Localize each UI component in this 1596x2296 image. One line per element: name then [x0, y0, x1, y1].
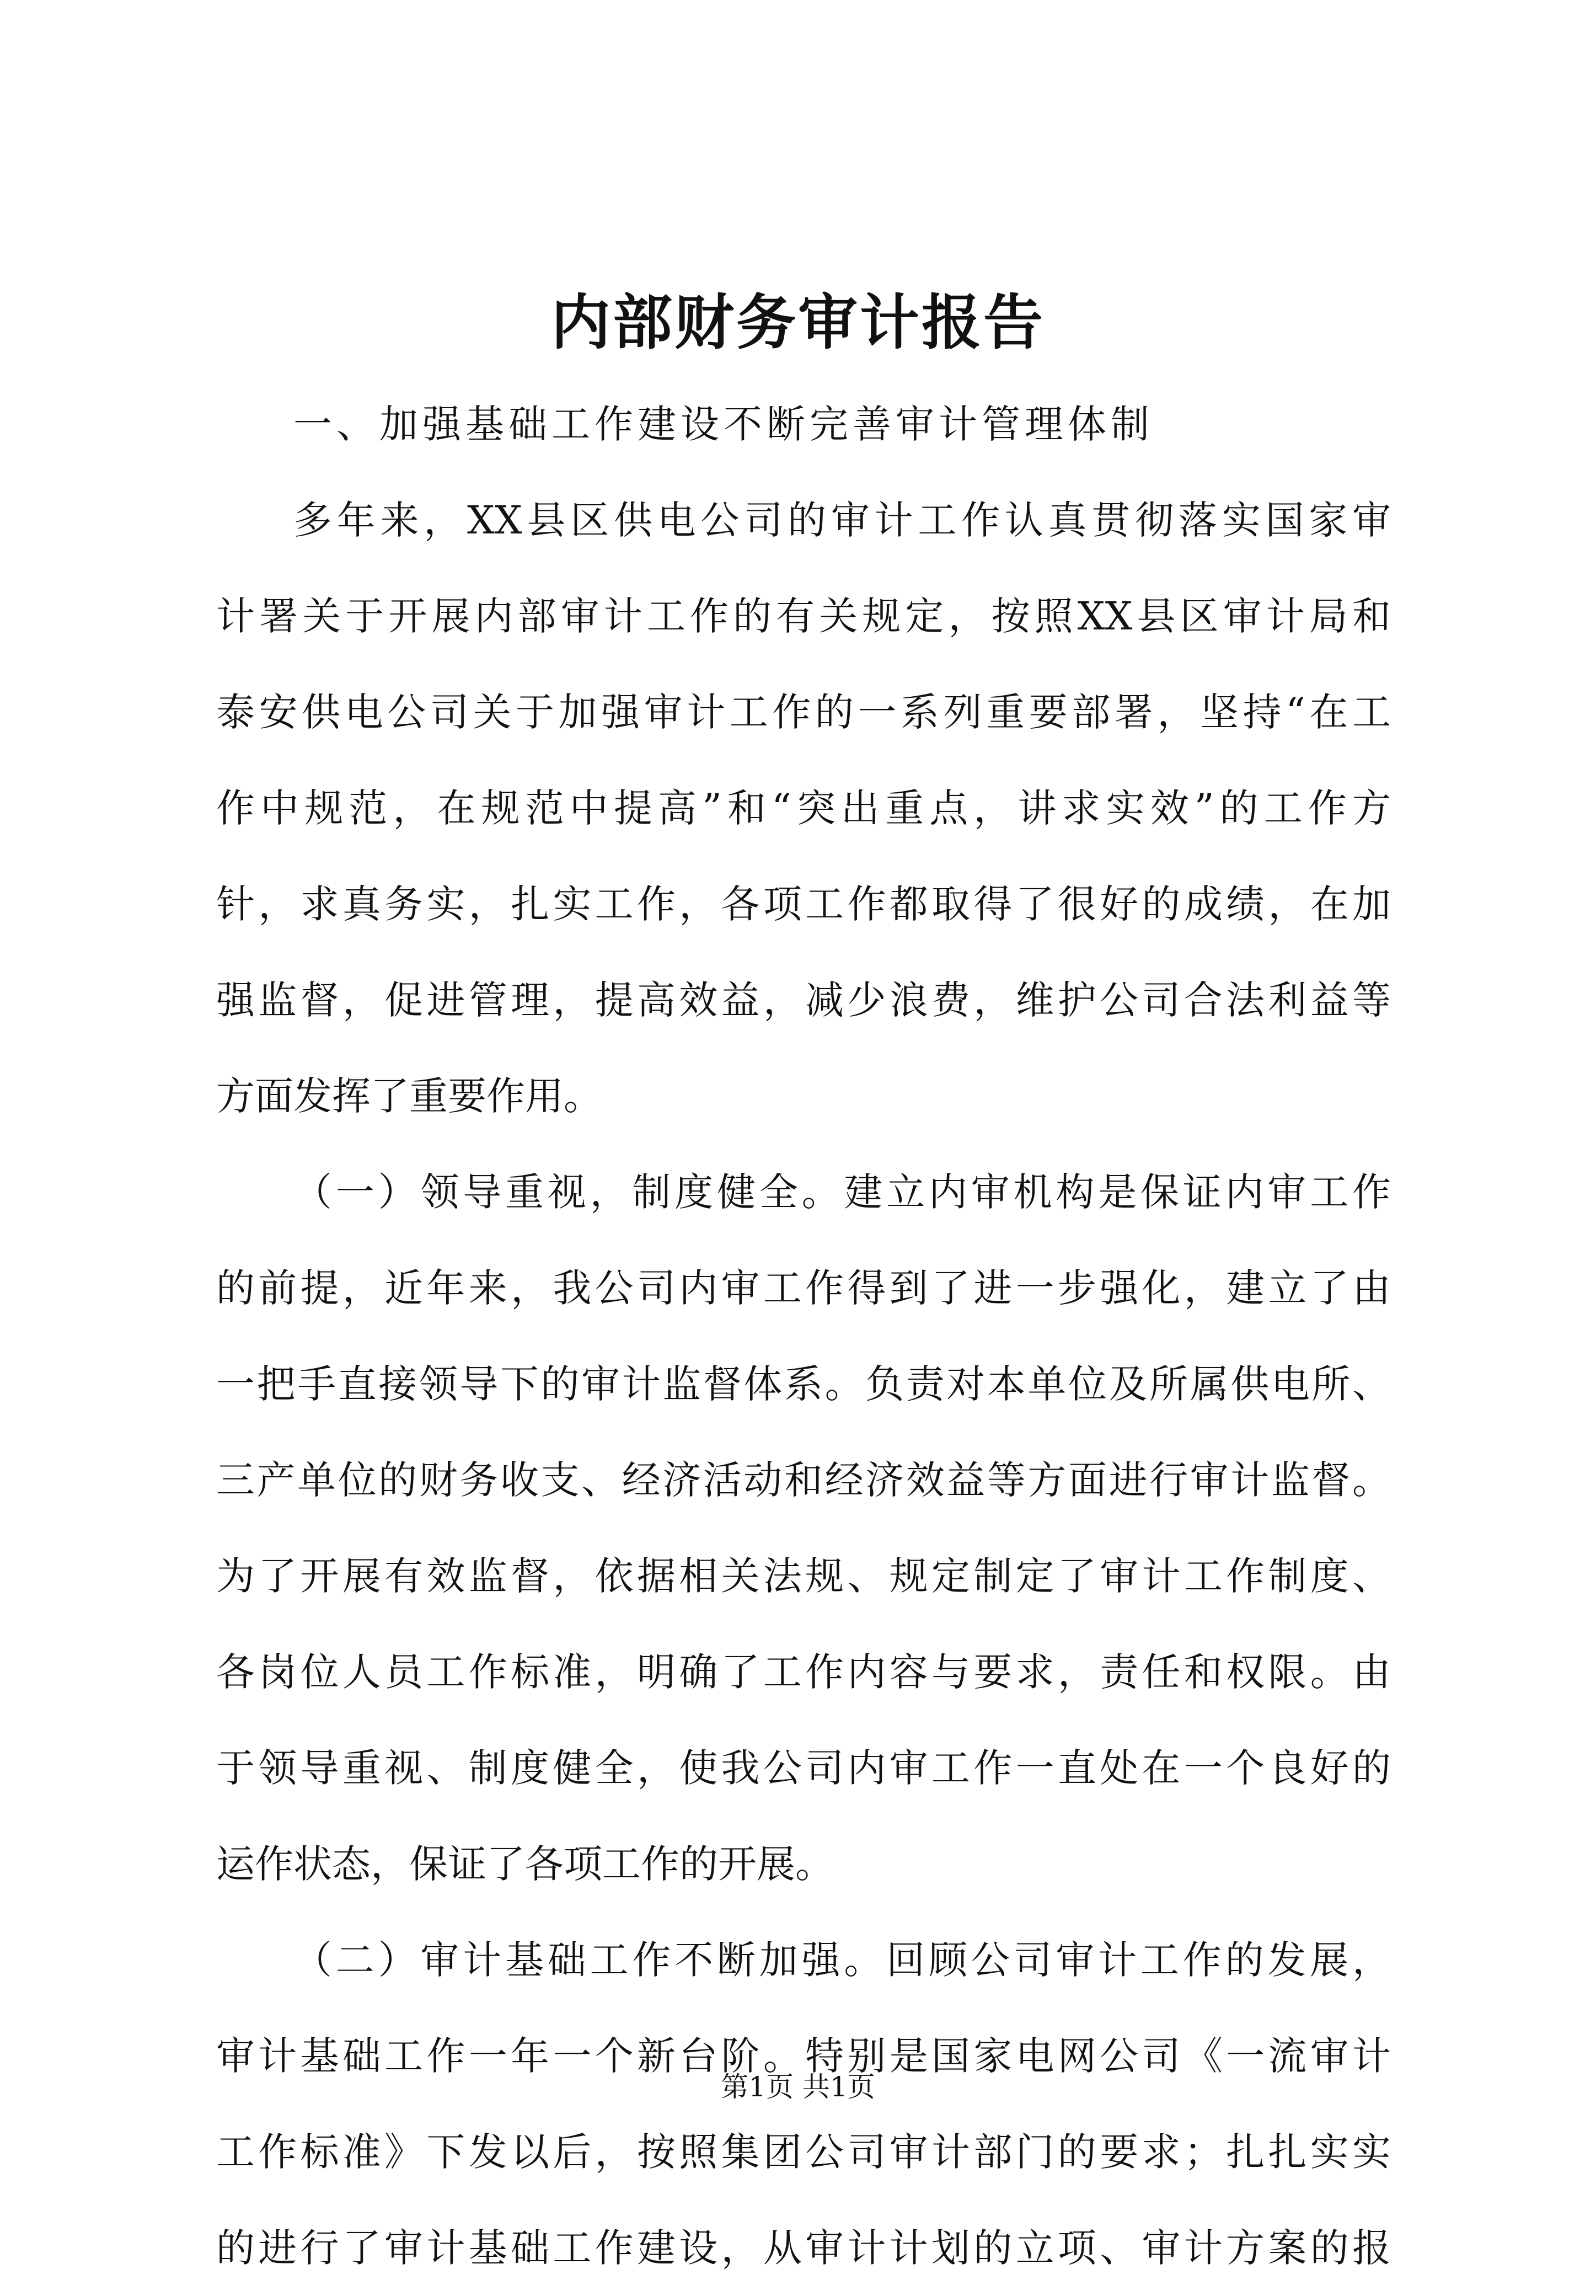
paragraph-line: 作中规范，在规范中提高”和“突出重点，讲求实效”的工作方: [216, 786, 1391, 831]
paragraph-line: （一）领导重视，制度健全。建立内审机构是保证内审工作: [293, 1170, 1391, 1215]
paragraph-line: 强监督，促进管理，提高效益，减少浪费，维护公司合法利益等: [216, 978, 1391, 1023]
paragraph-line: 的前提，近年来，我公司内审工作得到了进一步强化，建立了由: [216, 1266, 1391, 1311]
paragraph-line: 计署关于开展内部审计工作的有关规定，按照XX县区审计局和: [216, 594, 1391, 639]
paragraph-line: 的进行了审计基础工作建设，从审计计划的立项、审计方案的报: [216, 2225, 1391, 2271]
paragraph-line: 运作状态，保证了各项工作的开展。: [216, 1841, 834, 1887]
paragraph-line: 多年来，XX县区供电公司的审计工作认真贯彻落实国家审: [293, 498, 1391, 543]
paragraph-line: 工作标准》下发以后，按照集团公司审计部门的要求；扎扎实实: [216, 2129, 1391, 2175]
paragraph-line: 三产单位的财务收支、经济活动和经济效益等方面进行审计监督。: [216, 1457, 1391, 1503]
paragraph-line: （二）审计基础工作不断加强。回顾公司审计工作的发展，: [293, 1937, 1391, 1983]
paragraph-line: 审计基础工作一年一个新台阶。特别是国家电网公司《一流审计: [216, 2033, 1391, 2079]
paragraph-line: 各岗位人员工作标准，明确了工作内容与要求，责任和权限。由: [216, 1649, 1391, 1695]
paragraph-line: 方面发挥了重要作用。: [216, 1074, 602, 1119]
paragraph-line: 为了开展有效监督，依据相关法规、规定制定了审计工作制度、: [216, 1553, 1391, 1599]
document-body: [216, 376, 1391, 2296]
paragraph-line: 一把手直接领导下的审计监督体系。负责对本单位及所属供电所、: [216, 1361, 1391, 1407]
paragraph-line: 针，求真务实，扎实工作，各项工作都取得了很好的成绩，在加: [216, 882, 1391, 927]
section-heading: 一、加强基础工作建设不断完善审计管理体制: [293, 402, 1154, 447]
document-title: 内部财务审计报告: [550, 288, 1045, 357]
paragraph-line: 泰安供电公司关于加强审计工作的一系列重要部署，坚持“在工: [216, 690, 1391, 735]
paragraph-line: 于领导重视、制度健全，使我公司内审工作一直处在一个良好的: [216, 1745, 1391, 1791]
page-number-footer: 第1页 共1页: [721, 2071, 875, 2103]
